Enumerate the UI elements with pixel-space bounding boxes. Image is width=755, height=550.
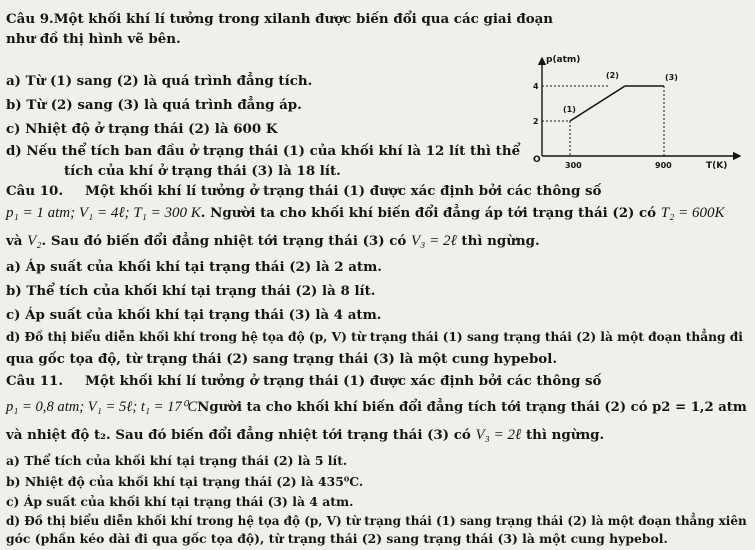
q10-v3: V₃ = 2ℓ bbox=[411, 233, 457, 249]
q11-option-d-line-2: góc (phần kéo dài đi qua gốc tọa độ), từ trạng thái (2) sang trạng thái (3) là một cung hypebol. bbox=[6, 531, 668, 546]
q11-line3a: và nhiệt độ t₂. Sau đó biến đổi đẳng nhiệt tới trạng thái (3) có bbox=[6, 427, 471, 443]
q11-option-b: b) Nhiệt độ của khối khí tại trạng thái (2) là 435⁰C. bbox=[6, 474, 364, 489]
q11-params-rest: Người ta cho khối khí biến đổi đẳng tích tới trạng thái (2) có p2 = 1,2 atm bbox=[197, 400, 747, 415]
q11-option-d-line-1: d) Đồ thị biểu diễn khối khí trong hệ tọa độ (p, V) từ trạng thái (1) sang trạng thái (2) là một đoạn thẳng xiên bbox=[6, 514, 747, 528]
x-tick-300: 300 bbox=[565, 161, 582, 170]
state-label-2: (2) bbox=[606, 71, 619, 80]
q10-option-c: c) Áp suất của khối khí tại trạng thái (3) là 4 atm. bbox=[6, 307, 382, 323]
q11-line-3 bbox=[6, 426, 604, 444]
q9-option-c: c) Nhiệt độ ở trạng thái (2) là 600 K bbox=[6, 121, 278, 137]
y-tick-2: 2 bbox=[533, 117, 539, 126]
q11-header: Câu 11. bbox=[6, 373, 64, 389]
q9-line-1: Câu 9.Một khối khí lí tưởng trong xilanh được biến đổi qua các giai đoạn bbox=[6, 11, 554, 27]
pressure-temperature-graph bbox=[520, 50, 750, 180]
q10-option-d-line-1: d) Đồ thị biểu diễn khối khí trong hệ tọa độ (p, V) từ trạng thái (1) sang trạng thái (2) là một đoạn thẳng đi bbox=[6, 330, 743, 344]
q11-line3b: thì ngừng. bbox=[525, 427, 605, 443]
state-label-1: (1) bbox=[563, 105, 576, 114]
q11-option-c: c) Áp suất của khối khí tại trạng thái (3) là 4 atm. bbox=[6, 494, 354, 509]
q10-option-b: b) Thể tích của khối khí tại trạng thái (2) là 8 lít. bbox=[6, 283, 376, 299]
state-label-3: (3) bbox=[665, 73, 678, 82]
q9-line-2: như đồ thị hình vẽ bên. bbox=[6, 31, 181, 47]
q10-line3a: và bbox=[6, 233, 23, 249]
q11-params: p₁ = 0,8 atm; V₁ = 5ℓ; t₁ = 17⁰C bbox=[6, 399, 198, 415]
q9-option-b: b) Từ (2) sang (3) là quá trình đẳng áp. bbox=[6, 97, 302, 113]
q10-option-a: a) Áp suất của khối khí tại trạng thái (2) là 2 atm. bbox=[6, 259, 382, 275]
q10-intro: Một khối khí lí tưởng ở trạng thái (1) được xác định bởi các thông số bbox=[85, 183, 602, 199]
q9-option-a: a) Từ (1) sang (2) là quá trình đẳng tích. bbox=[6, 73, 313, 89]
q11-option-a: a) Thể tích của khối khí tại trạng thái (2) là 5 lít. bbox=[6, 453, 348, 468]
q10-line3c: thì ngừng. bbox=[461, 233, 540, 249]
y-axis-label: p(atm) bbox=[546, 55, 581, 65]
q10-line3b: . Sau đó biến đổi đẳng nhiệt tới trạng thái (3) có bbox=[41, 233, 407, 249]
q10-header: Câu 10. bbox=[6, 183, 64, 199]
q11-v3: V₃ = 2ℓ bbox=[475, 427, 522, 443]
q10-option-d-line-2: qua gốc tọa độ, từ trạng thái (2) sang trạng thái (3) là một cung hypebol. bbox=[6, 351, 557, 367]
q9-option-d-line-1: d) Nếu thể tích ban đầu ở trạng thái (1) của khối khí là 12 lít thì thể bbox=[6, 143, 521, 159]
q9-option-d-line-2: tích của khí ở trạng thái (3) là 18 lít. bbox=[64, 163, 341, 179]
q10-v2: V₂ bbox=[27, 233, 42, 249]
q10-params-rest: . Người ta cho khối khí biến đổi đẳng áp tới trạng thái (2) có bbox=[200, 205, 657, 221]
segment-1-2 bbox=[570, 86, 625, 121]
y-tick-4: 4 bbox=[533, 82, 539, 91]
q10-line-2 bbox=[6, 204, 724, 222]
q11-line-2 bbox=[6, 398, 747, 417]
origin-label: O bbox=[533, 155, 541, 165]
q11-intro: Một khối khí lí tưởng ở trạng thái (1) được xác định bởi các thông số bbox=[85, 373, 602, 389]
x-tick-900: 900 bbox=[655, 161, 672, 170]
q10-line-1 bbox=[6, 182, 601, 200]
q10-t2: T₂ = 600K bbox=[660, 205, 725, 221]
q10-params: p₁ = 1 atm; V₁ = 4ℓ; T₁ = 300 K bbox=[6, 205, 201, 221]
x-axis-label: T(K) bbox=[706, 161, 728, 171]
q11-line-1 bbox=[6, 372, 601, 390]
q10-line-3 bbox=[6, 232, 540, 250]
